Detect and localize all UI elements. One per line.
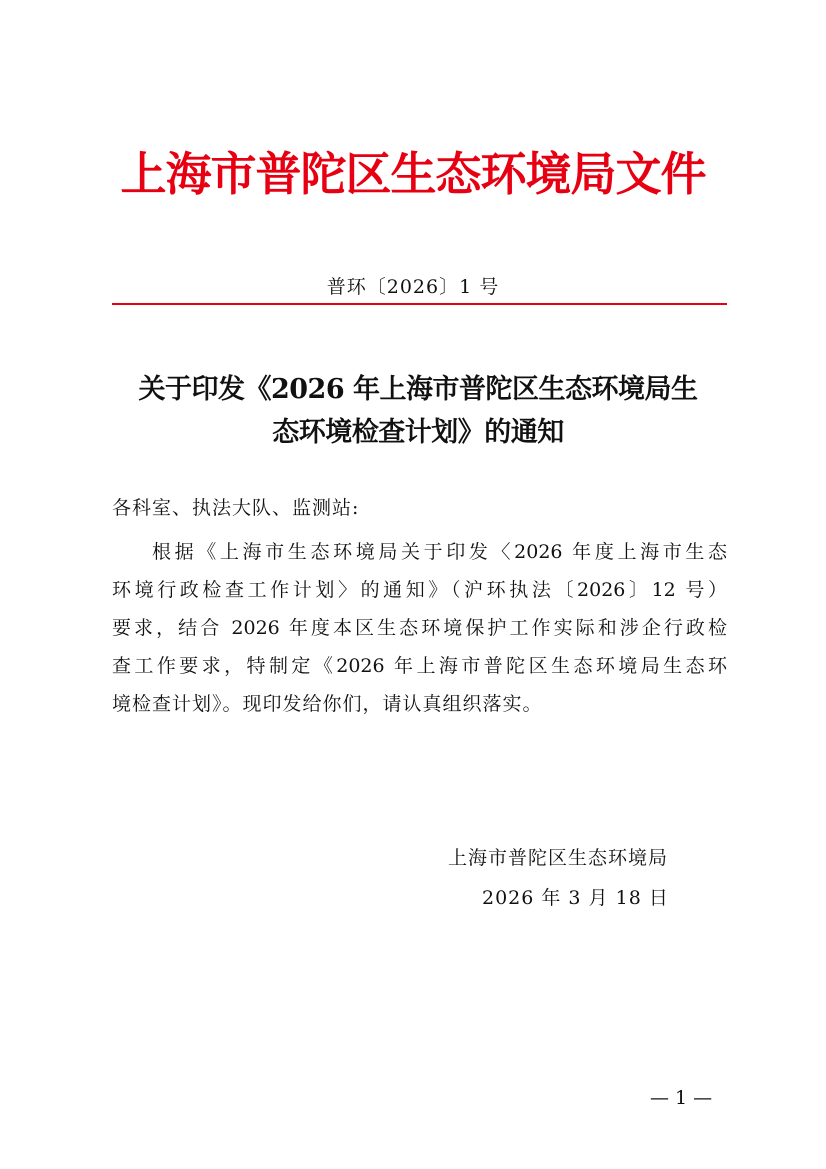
addressee: 各科室、执法大队、监测站:	[112, 497, 360, 519]
document-masthead: 上海市普陀区生态环境局文件	[120, 147, 706, 201]
page-number: — 1 —	[650, 1087, 713, 1109]
body-line: 环境行政检查工作计划〉的通知》（沪环执法〔2026〕12 号）	[112, 579, 727, 601]
body-line: 查工作要求，特制定《2026 年上海市普陀区生态环境局生态环	[112, 655, 727, 677]
body-line: 要求，结合 2026 年度本区生态环境保护工作实际和涉企行政检	[112, 617, 727, 639]
body-line: 根据《上海市生态环境局关于印发〈2026 年度上海市生态	[152, 541, 727, 563]
document-title-line: 关于印发《2026 年上海市普陀区生态环境局生	[138, 374, 698, 405]
body-paragraph	[112, 533, 727, 723]
body-line: 境检查计划》。现印发给你们，请认真组织落实。	[112, 693, 543, 715]
document-title-line: 态环境检查计划》的通知	[272, 417, 564, 448]
issuer-signature: 上海市普陀区生态环境局	[448, 847, 669, 869]
document-number: 普环〔2026〕1 号	[326, 276, 500, 298]
document-title	[100, 368, 736, 454]
red-separator-line	[112, 303, 727, 305]
issue-date: 2026 年 3 月 18 日	[482, 887, 669, 909]
